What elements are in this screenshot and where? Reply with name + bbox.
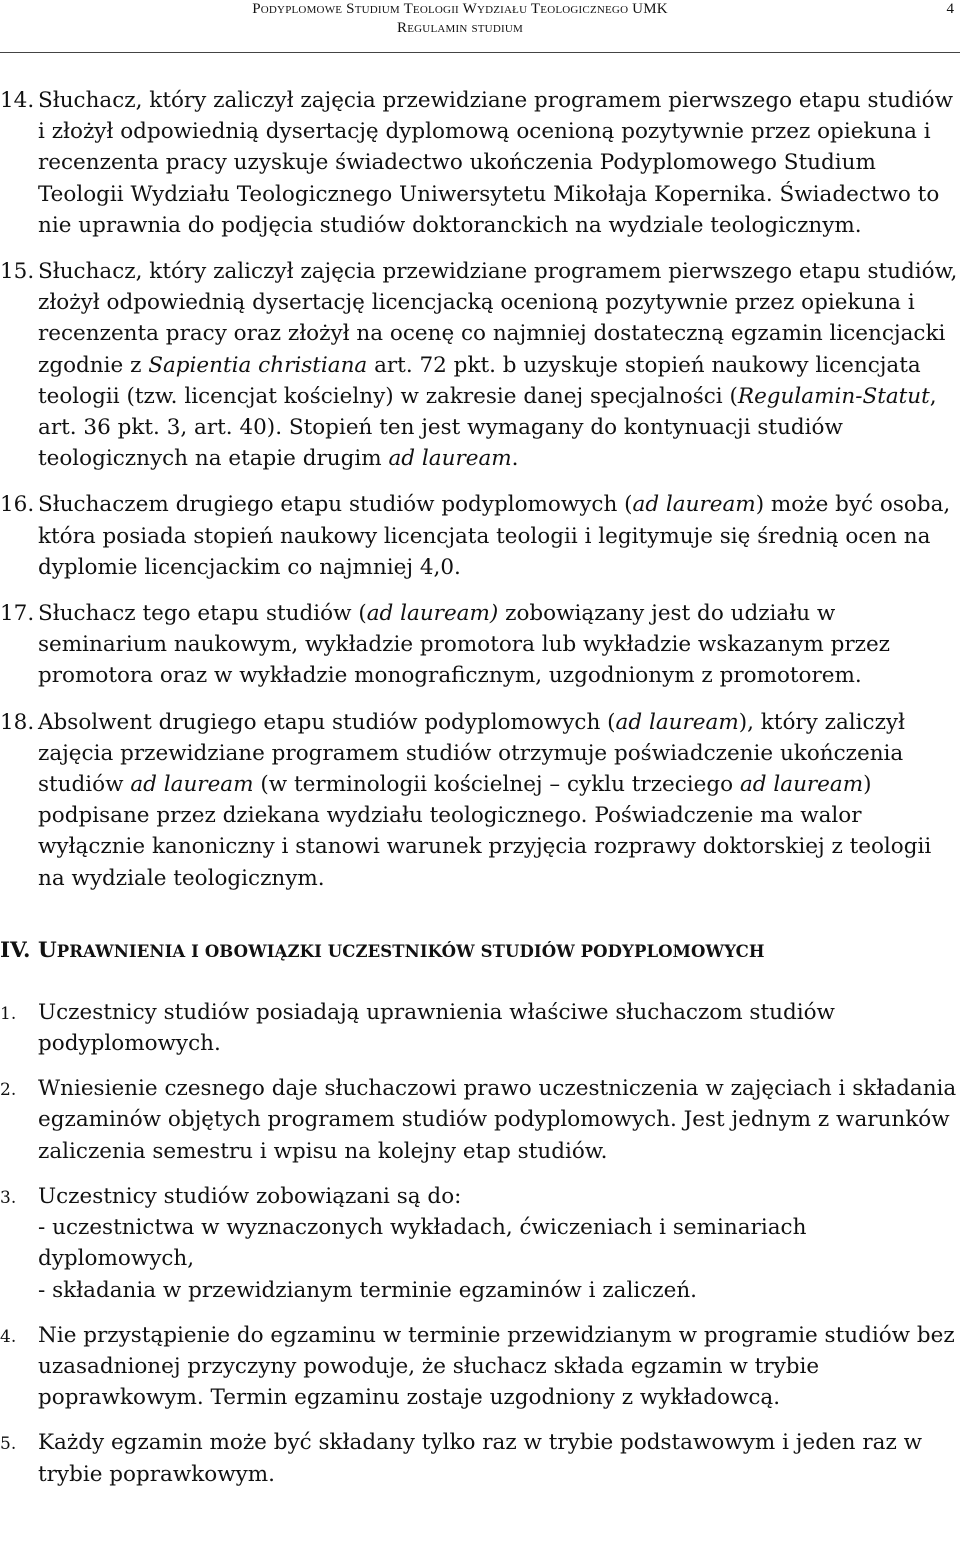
item-text xyxy=(38,1073,958,1167)
header-divider xyxy=(0,52,960,53)
section-heading xyxy=(0,936,960,967)
page-number: 4 xyxy=(946,1,954,17)
text-segment: , art. 36 pkt. 3, art. 40). Stopień ten jest wymagany do kontynuacji studiów teologicznych na etapie drugim xyxy=(38,383,937,472)
list-item xyxy=(0,598,960,692)
text-segment: . xyxy=(511,446,519,472)
italic-text-segment: Regulamin-Statut xyxy=(737,383,930,409)
list-item xyxy=(0,489,960,583)
item-text xyxy=(38,707,958,894)
text-segment: Słuchacz tego etapu studiów ( xyxy=(38,601,367,627)
item-text xyxy=(38,85,958,241)
text-segment: ) podpisane przez dziekana wydziału teologicznego. Poświadczenie ma walor wyłącznie kanoniczny i stanowi warunek przyjęcia rozprawy doktorskiej z teologii na wydziale teologicznym. xyxy=(38,772,932,891)
item-number: 17. xyxy=(0,601,35,627)
italic-text-segment: ad lauream xyxy=(615,709,739,735)
text-line: Uczestnicy studiów posiadają uprawnienia właściwe słuchaczom studiów podyplomowych. xyxy=(38,999,835,1057)
item-number: 5. xyxy=(0,1434,17,1455)
text-segment: Słuchacz, który zaliczył zajęcia przewidziane programem pierwszego etapu studiów i złożył odpowiednią dysertację dyplomową ocenioną pozytywnie przez opiekuna i recenzenta pracy uzyskuje świadectwo ukończenia Podyplomowego Studium Teologii Wydziału Teologicznego Uniwersytetu Mikołaja Kopernika. Świadectwo to nie uprawnia do podjęcia studiów doktoranckich na wydziale teologicznym. xyxy=(38,88,954,238)
item-text xyxy=(38,1427,958,1489)
item-number: 15. xyxy=(0,259,35,285)
item-text xyxy=(38,1320,958,1414)
text-segment: Absolwent drugiego etapu studiów podyplomowych ( xyxy=(38,709,616,735)
item-number: 14. xyxy=(0,88,35,113)
list-item xyxy=(0,256,960,474)
header-subtitle: Regulamin studium xyxy=(397,20,523,36)
text-segment: ) może być osoba, która posiada stopień naukowy licencjata teologii i legitymuje się średnią ocen na dyplomie licencjackim co najmniej 4,0. xyxy=(38,492,951,580)
regulation-items-list xyxy=(0,85,960,894)
text-line: Wniesienie czesnego daje słuchaczowi prawo uczestniczenia w zajęciach i składania egzaminów objętych programem studiów podyplomowych. Jest jednym z warunków zaliczenia semestru i wpisu na kolejny etap studiów. xyxy=(38,1076,957,1164)
italic-text-segment: ad lauream) xyxy=(366,601,499,627)
italic-text-segment: Sapientia christiana xyxy=(148,352,368,378)
section-title: PRAWNIENIA I OBOWIĄZKI UCZESTNIKÓW STUDIÓW PODYPLOMOWYCH xyxy=(56,941,765,961)
text-line: Każdy egzamin może być składany tylko raz w trybie podstawowym i jeden raz w trybie poprawkowym. xyxy=(38,1430,923,1487)
text-segment: zobowiązany jest do udziału w seminarium naukowym, wykładzie promotora lub wykładzie wskazanym przez promotora oraz w wykładzie monograficznym, uzgodnionym z promotorem. xyxy=(38,601,890,689)
text-line: Uczestnicy studiów zobowiązani są do: xyxy=(38,1183,462,1209)
text-segment: (w terminologii kościelnej – cyklu trzeciego xyxy=(253,772,740,798)
item-number: 18. xyxy=(0,709,35,735)
section-number: IV. xyxy=(0,937,31,963)
list-item xyxy=(0,1427,960,1489)
section-items-list xyxy=(0,997,960,1490)
list-item xyxy=(0,1073,960,1167)
list-item xyxy=(0,1320,960,1414)
item-number: 2. xyxy=(0,1080,17,1101)
item-number: 16. xyxy=(0,492,35,518)
item-text xyxy=(38,1181,958,1306)
text-segment: ), który zaliczył zajęcia przewidziane programem studiów otrzymuje poświadczenie ukończenia studiów xyxy=(38,709,906,798)
item-text xyxy=(38,997,958,1059)
italic-text-segment: ad lauream xyxy=(739,772,864,798)
header-title: Podyplomowe Studium Teologii Wydziału Teologicznego UMK xyxy=(252,1,668,17)
item-text xyxy=(38,598,958,692)
list-item xyxy=(0,707,960,894)
text-line: - składania w przewidzianym terminie egzaminów i zaliczeń. xyxy=(38,1277,698,1303)
item-number: 1. xyxy=(0,1003,17,1024)
text-segment: Słuchaczem drugiego etapu studiów podyplomowych ( xyxy=(38,492,633,518)
item-number: 4. xyxy=(0,1326,17,1347)
item-text xyxy=(38,489,958,583)
list-item xyxy=(0,997,960,1059)
italic-text-segment: ad lauream xyxy=(388,446,512,472)
list-item xyxy=(0,1181,960,1306)
italic-text-segment: ad lauream xyxy=(130,772,254,798)
text-line: Nie przystąpienie do egzaminu w terminie przewidzianym w programie studiów bez uzasadnionej przyczyny powoduje, że słuchacz składa egzamin w trybie poprawkowym. Termin egzaminu zostaje uzgodniony z wykładowcą. xyxy=(38,1322,955,1411)
italic-text-segment: ad lauream xyxy=(632,492,756,518)
list-item xyxy=(0,85,960,241)
document-body xyxy=(0,85,960,1504)
item-number: 3. xyxy=(0,1187,17,1208)
text-segment: Słuchacz, który zaliczył zajęcia przewidziane programem pierwszego etapu studiów, złożył odpowiednią dysertację licencjacką ocenioną pozytywnie przez opiekuna i recenzenta pracy oraz złożył na ocenę co najmniej dostateczną egzamin licencjacki zgodnie z xyxy=(38,259,958,378)
text-segment: art. 72 pkt. b uzyskuje stopień naukowy licencjata teologii (tzw. licencjat kościelny) w zakresie danej specjalności ( xyxy=(38,352,921,409)
text-line: - uczestnictwa w wyznaczonych wykładach, ćwiczeniach i seminariach dyplomowych, xyxy=(38,1215,807,1272)
section-first-letter: U xyxy=(37,937,57,963)
item-text xyxy=(38,256,958,474)
page-header xyxy=(0,0,960,60)
